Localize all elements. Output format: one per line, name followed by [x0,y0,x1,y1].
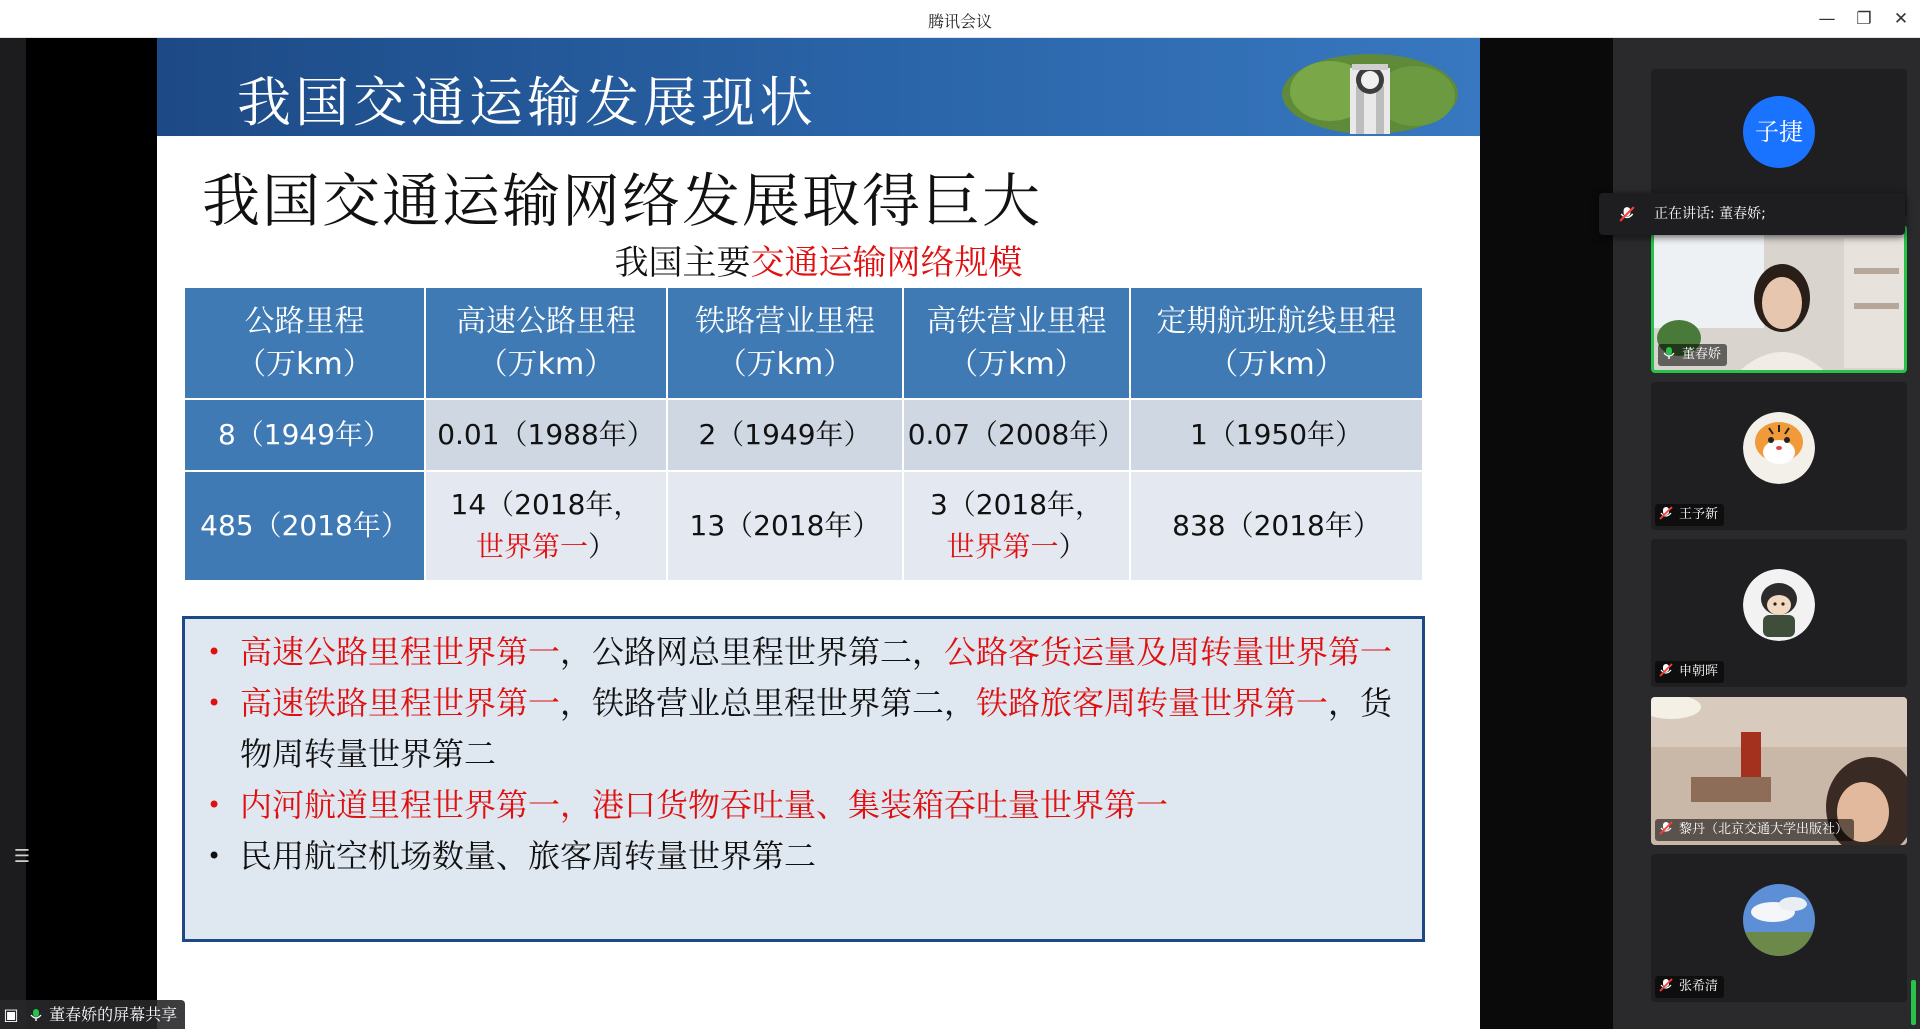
participant-name-tag: 董春娇 [1658,344,1727,366]
bullet-dot: • [207,638,222,666]
panel-scrollbar[interactable] [1911,980,1916,1025]
table-cell: 14（2018年， 世界第一） [425,471,667,581]
participant-name-tag: 黎丹（北京交通大学出版社） [1655,819,1854,841]
tiger-avatar-icon [1743,412,1815,484]
title-bar [0,0,1920,38]
left-strip [0,38,26,1029]
bullet-item: • 民用航空机场数量、旅客周转量世界第二 [195,831,1412,882]
table-cell: 8（1949年） [184,399,425,471]
speaking-text: 正在讲话: 董春娇; [1654,206,1766,222]
slide-heading: 我国交通运输网络发展取得巨大 [202,167,1043,235]
screen-share-icon: ▣ [3,1005,19,1024]
mic-muted-icon [1659,821,1673,835]
screen-share-label: ▣ 董春娇的屏幕共享 [0,1000,185,1029]
participant-name-tag: 申朝晖 [1655,661,1724,683]
slide-header-title: 我国交通运输发展现状 [237,71,817,134]
participant-tile[interactable] [1651,382,1907,530]
table-cell: 1（1950年） [1130,399,1423,471]
participant-tile[interactable] [1651,697,1907,845]
table-cell: 485（2018年） [184,471,425,581]
table-cell: 0.07（2008年） [903,399,1130,471]
table-cell: 838（2018年） [1130,471,1423,581]
bullet-dot: • [207,791,222,819]
participant-tile[interactable] [1651,539,1907,687]
app-title: 腾讯会议 [927,12,992,31]
mic-muted-icon [1659,978,1673,992]
table-cell: 2（1949年） [667,399,903,471]
bullet-item: • 高速公路里程世界第一，公路网总里程世界第二，公路客货运量及周转量世界第一 [195,627,1412,678]
restore-icon[interactable]: ❐ [1856,9,1872,29]
speaking-indicator [1599,193,1905,235]
participant-tile[interactable] [1651,854,1907,1002]
column-header: 公路里程 （万km） [184,287,425,399]
bullet-dot: • [207,842,222,870]
mic-on-icon [29,1008,43,1022]
landscape-avatar-icon [1743,884,1815,956]
participant-name-tag: 张希清 [1655,976,1724,998]
table-cell: 0.01（1988年） [425,399,667,471]
table-header-row [184,287,1423,399]
column-header: 铁路营业里程 （万km） [667,287,903,399]
avatar [1743,884,1815,956]
participant-name-tag: 王予新 [1655,504,1724,526]
cartoon-avatar-icon [1743,569,1815,641]
close-icon[interactable]: ✕ [1893,9,1909,29]
table-row [184,471,1423,581]
transport-table [183,286,1424,582]
slide-header [157,38,1480,136]
mic-on-icon [1662,346,1676,360]
mic-muted-icon [1619,206,1635,222]
table-cell: 3（2018年， 世界第一） [903,471,1130,581]
avatar: 子捷 [1743,96,1815,168]
avatar [1743,569,1815,641]
bullet-item: • 高速铁路里程世界第一，铁路营业总里程世界第二，铁路旅客周转量世界第一，货物周转量世界第二 [195,678,1412,780]
bullet-item: • 内河航道里程世界第一，港口货物吞吐量、集装箱吞吐量世界第一 [195,780,1412,831]
column-header: 高铁营业里程 （万km） [903,287,1130,399]
table-row [184,399,1423,471]
right-strip [1480,38,1613,1029]
campus-emblem-icon [1280,46,1460,136]
summary-box [182,616,1425,942]
presentation-slide [157,38,1480,1029]
participant-tile-active[interactable] [1651,225,1907,373]
minimize-icon[interactable]: — [1818,9,1836,29]
mic-muted-icon [1659,663,1673,677]
caption-highlight: 交通运输网络规模 [750,243,1023,283]
caption-prefix: 我国主要 [614,243,751,283]
column-header: 定期航班航线里程 （万km） [1130,287,1423,399]
column-header: 高速公路里程 （万km） [425,287,667,399]
list-icon[interactable]: ☰ [13,846,31,867]
table-caption [157,235,1480,284]
table-cell: 13（2018年） [667,471,903,581]
mic-muted-icon [1659,506,1673,520]
avatar [1743,412,1815,484]
bullet-dot: • [207,689,222,717]
